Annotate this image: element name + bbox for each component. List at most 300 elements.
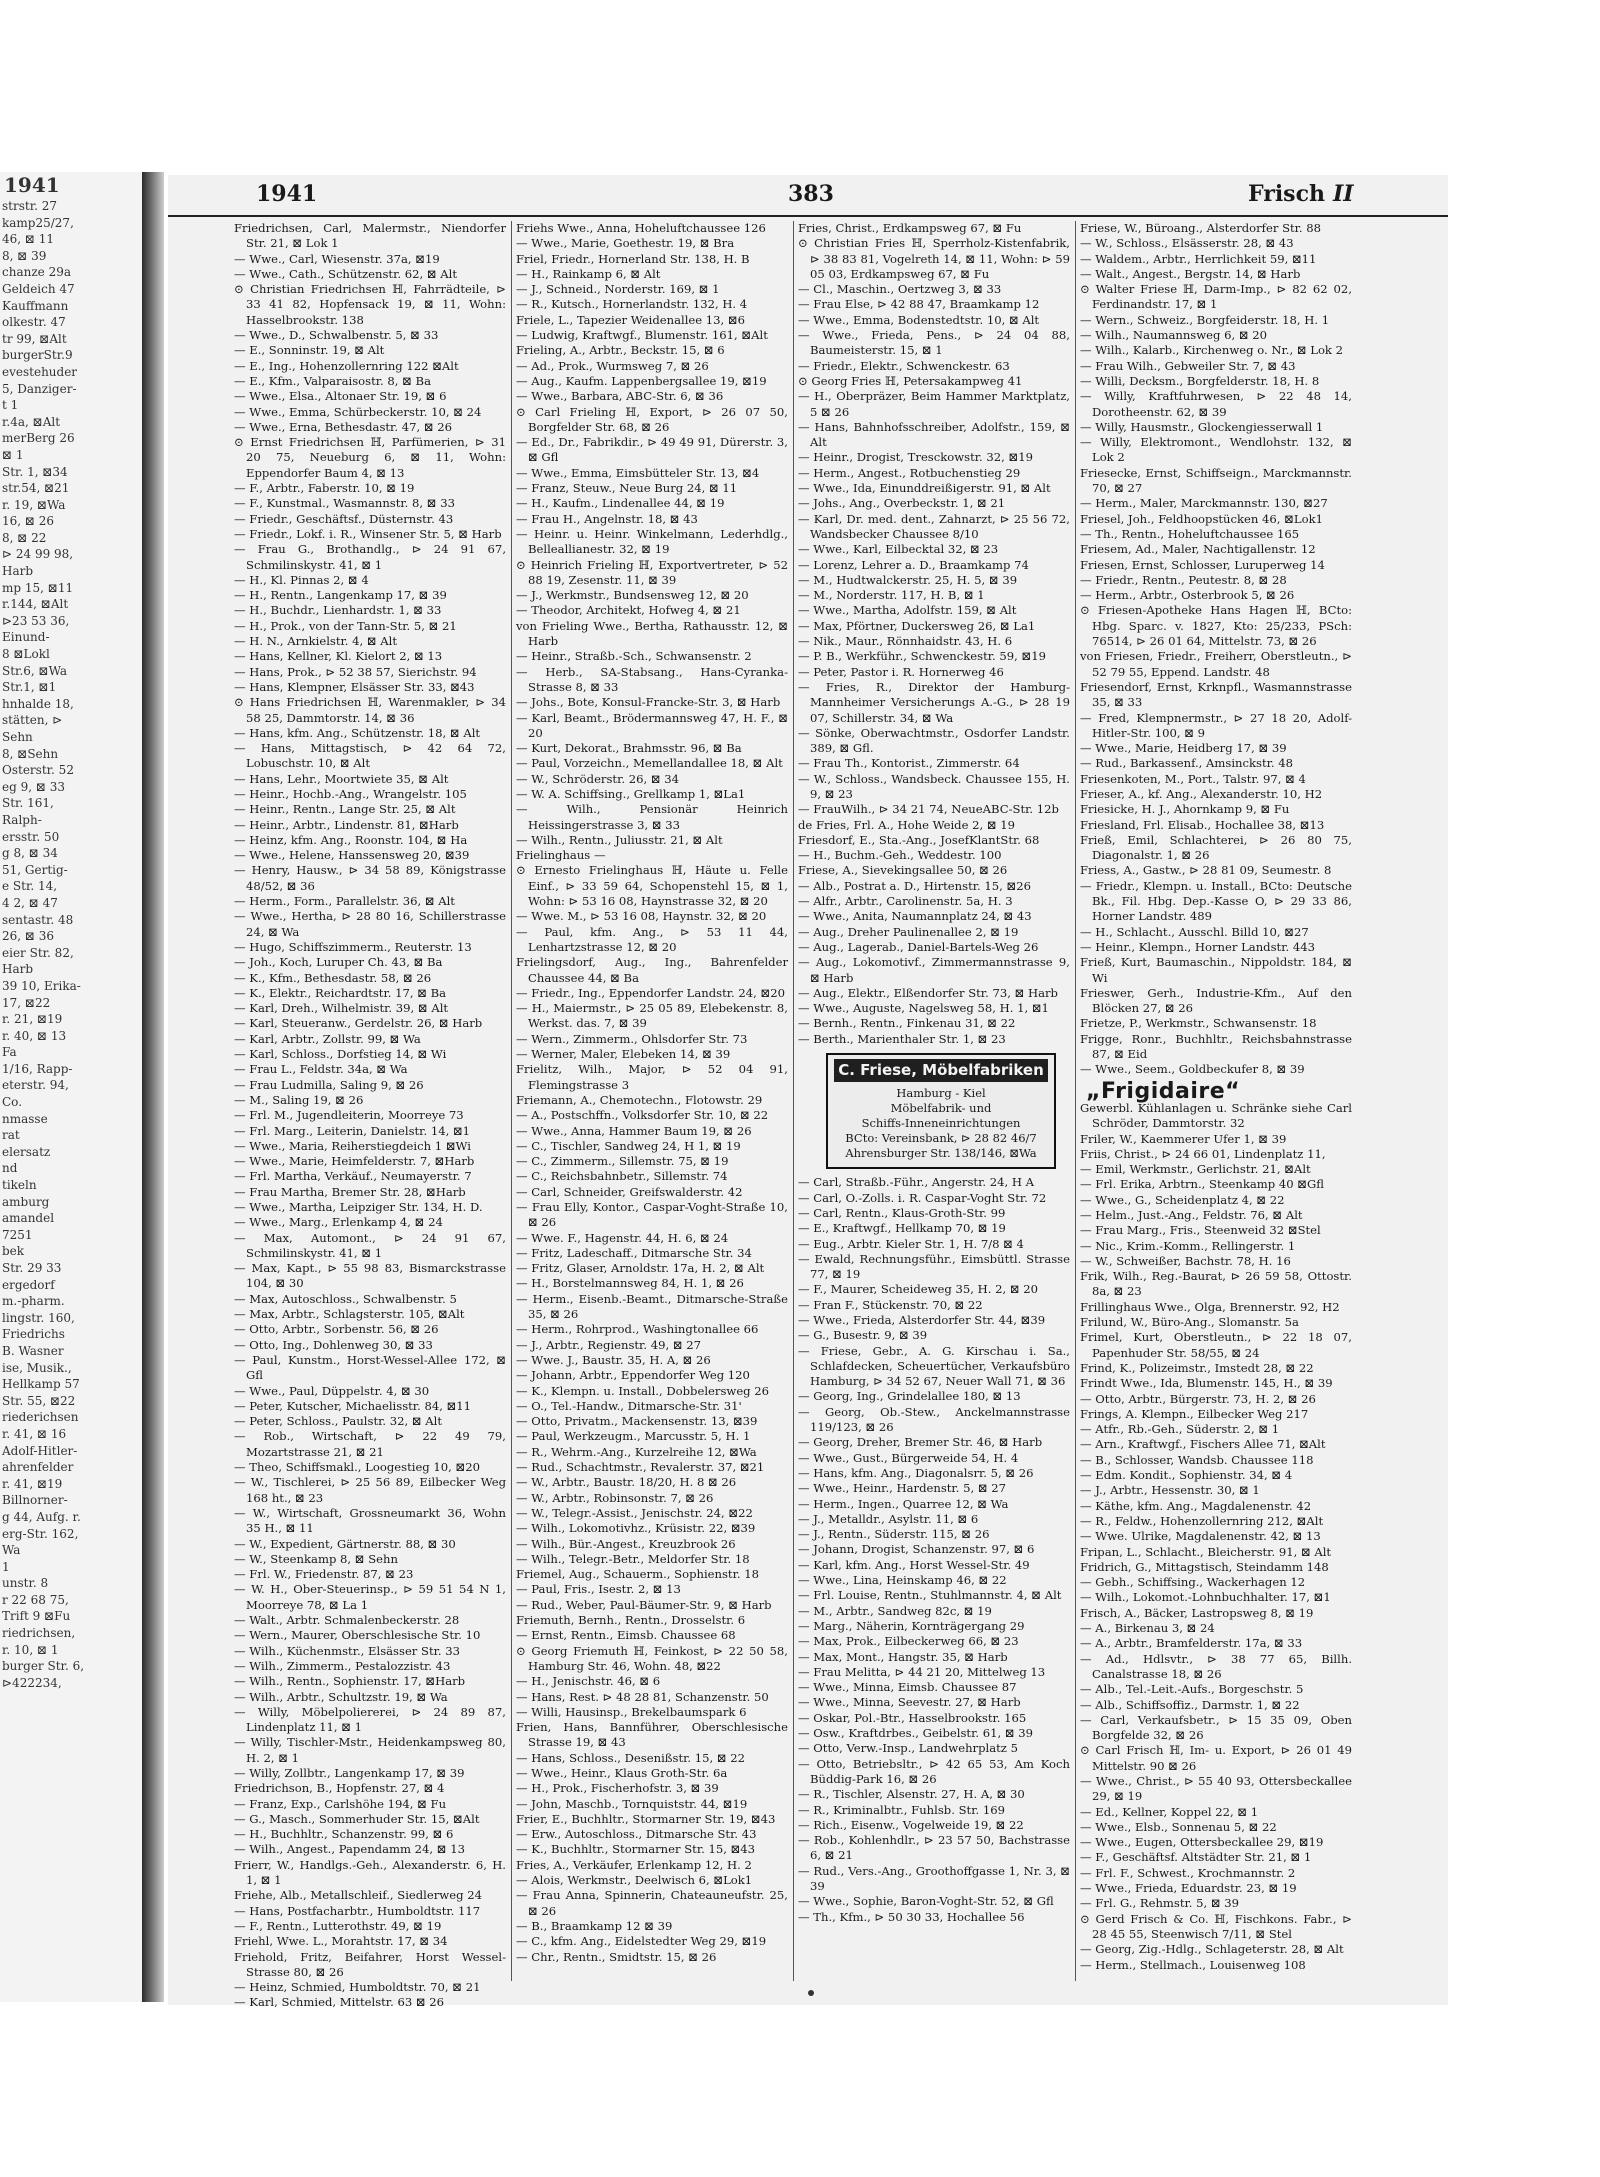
previous-page-line: 46, ⊠ 11: [2, 232, 55, 247]
directory-entry: — Franz, Exp., Carlshöhe 194, ⊠ Fu: [234, 1796, 447, 1811]
directory-entry: Frier, E., Buchhltr., Stormarner Str. 19, ⊠43: [516, 1811, 776, 1826]
directory-entry: — Th., Kfm., ⊳ 50 30 33, Hochallee 56: [798, 1909, 1025, 1924]
directory-entry: — M., Arbtr., Sandweg 82c, ⊠ 19: [798, 1603, 992, 1618]
previous-page-line: 5, Danziger-: [2, 381, 77, 396]
page-header: [168, 175, 1448, 217]
directory-entry: Frieser, A., kf. Ang., Alexanderstr. 10, H2: [1080, 786, 1323, 801]
directory-entry: — Max, Mont., Hangstr. 35, ⊠ Harb: [798, 1649, 1008, 1664]
directory-entry: — Wwe., Hertha, ⊳ 28 80 16, Schillerstrasse 24, ⊠ Wa: [234, 909, 506, 939]
previous-page-line: lingstr. 160,: [2, 1310, 75, 1325]
directory-entry: — H., Prok., Fischerhofstr. 3, ⊠ 39: [516, 1781, 719, 1796]
previous-page-line: Geldeich 47: [2, 281, 75, 296]
directory-entry: — Frl. Louise, Rentn., Stuhlmannstr. 4, ⊠ Alt: [798, 1588, 1062, 1603]
directory-entry: Frik, Wilh., Reg.-Baurat, ⊳ 26 59 58, Ottostr. 8a, ⊠ 23: [1080, 1269, 1352, 1299]
previous-page-line: merBerg 26: [2, 431, 75, 446]
directory-entry: — Frau H., Angelnstr. 18, ⊠ 43: [516, 511, 698, 526]
directory-entry: — Ludwig, Kraftwgf., Blumenstr. 161, ⊠Alt: [516, 328, 768, 343]
directory-entry: — Johann, Drogist, Schanzenstr. 97, ⊠ 6: [798, 1542, 1035, 1557]
previous-page-line: strstr. 27: [2, 199, 58, 213]
directory-entry: — Ad., Hdlsvtr., ⊳ 38 77 65, Billh. Canalstrasse 18, ⊠ 26: [1080, 1651, 1352, 1681]
directory-entry: — E., Ing., Hohenzollernring 122 ⊠Alt: [234, 358, 459, 373]
previous-page-line: g 8, ⊠ 34: [2, 846, 58, 861]
directory-entry: — Wwe., Emma, Schürbeckerstr. 10, ⊠ 24: [234, 404, 482, 419]
directory-entry: — Karl, Beamt., Brödermannsweg 47, H. F., ⊠ 20: [516, 710, 788, 740]
directory-entry: — Wwe., Heinr., Klaus Groth-Str. 6a: [516, 1765, 728, 1780]
previous-page-line: amburg: [2, 1194, 50, 1209]
directory-entry: — Otto, Arbtr., Sorbenstr. 56, ⊠ 26: [234, 1322, 439, 1337]
directory-entry: — W., Steenkamp 8, ⊠ Sehn: [234, 1551, 398, 1566]
section-label: II: [1333, 181, 1354, 207]
previous-page-line: 8 ⊠Lokl: [2, 647, 50, 662]
directory-entry: — John, Maschb., Tornquiststr. 44, ⊠19: [516, 1796, 748, 1811]
directory-entry: Friesendorf, Ernst, Krknpfl., Wasmannstrasse 35, ⊠ 33: [1080, 679, 1352, 710]
directory-entry: — Wwe., Anita, Naumannplatz 24, ⊠ 43: [798, 909, 1032, 924]
directory-entry: — Ed., Kellner, Koppel 22, ⊠ 1: [1080, 1804, 1259, 1819]
directory-entry: — Frl. Erika, Arbtrn., Steenkamp 40 ⊠Gfl: [1080, 1177, 1325, 1192]
directory-entry: — Johs., Bote, Konsul-Francke-Str. 3, ⊠ Harb: [516, 695, 781, 710]
directory-entry: — Otto, Arbtr., Bürgerstr. 73, H. 2, ⊠ 26: [1080, 1391, 1316, 1406]
directory-entry: — Peter, Kutscher, Michaelisstr. 84, ⊠11: [234, 1398, 472, 1413]
year-label: 1941: [256, 181, 318, 207]
ad-line: Möbelfabrik- und: [890, 1101, 992, 1116]
directory-entry: — Frau Wilh., Gebweiler Str. 7, ⊠ 43: [1080, 358, 1296, 373]
directory-entry: — Max, Pförtner, Duckersweg 26, ⊠ La1: [798, 618, 1036, 633]
directory-entry: — Wwe. M., ⊳ 53 16 08, Haynstr. 32, ⊠ 20: [516, 909, 767, 924]
book-gutter: [142, 172, 164, 2002]
previous-page-line: elersatz: [2, 1144, 51, 1159]
ad-line: Hamburg - Kiel: [896, 1086, 986, 1101]
directory-entry: — C., kfm. Ang., Eidelstedter Weg 29, ⊠19: [516, 1934, 767, 1949]
directory-entry: — Wwe. Ulrike, Magdalenenstr. 42, ⊠ 13: [1080, 1529, 1321, 1544]
directory-entry: Frillinghaus Wwe., Olga, Brennerstr. 92, H2: [1080, 1299, 1340, 1314]
directory-entry: — Wern., Zimmerm., Ohlsdorfer Str. 73: [516, 1031, 748, 1046]
directory-entry: — Aug., Lagerab., Daniel-Bartels-Weg 26: [798, 939, 1039, 954]
directory-entry: von Frieling Wwe., Bertha, Rathausstr. 12, ⊠ Harb: [516, 618, 788, 649]
previous-page-line: olkestr. 47: [2, 315, 66, 330]
previous-page-line: Harb: [2, 564, 34, 579]
directory-entry: — W., Schweißer, Bachstr. 78, H. 16: [1080, 1253, 1291, 1268]
directory-entry: — Karl, kfm. Ang., Horst Wessel-Str. 49: [798, 1557, 1030, 1572]
column-rule: [1075, 221, 1076, 1981]
directory-entry: Frieling, A., Arbtr., Beckstr. 15, ⊠ 6: [516, 343, 725, 358]
directory-entry: — E., Sonninstr. 19, ⊠ Alt: [234, 343, 385, 358]
directory-entry: — A., Birkenau 3, ⊠ 24: [1080, 1621, 1215, 1636]
directory-entry: — H. N., Arnkielstr. 4, ⊠ Alt: [234, 634, 398, 649]
directory-entry: — Hans, Prok., ⊳ 52 38 57, Sierichstr. 94: [234, 664, 477, 679]
directory-entry: — Edm. Kondit., Sophienstr. 34, ⊠ 4: [1080, 1468, 1293, 1483]
frigidaire-heading: „Frigidaire“: [1086, 1078, 1241, 1104]
directory-entry: — Heinr. u. Heinr. Winkelmann, Lederhdlg., Belleallianestr. 32, ⊠ 19: [516, 526, 788, 557]
directory-entry: — Wwe., Frieda, Eduardstr. 23, ⊠ 19: [1080, 1881, 1297, 1896]
directory-entry: Friesdorf, E., Sta.-Ang., JosefKlantStr. 68: [798, 832, 1040, 847]
directory-entry: Friese, W., Büroang., Alsterdorfer Str. 88: [1080, 221, 1322, 235]
previous-page-sliver: [0, 172, 142, 2002]
directory-entry: — Frl. Marg., Leiterin, Danielstr. 14, ⊠1: [234, 1123, 471, 1138]
previous-page-line: r.144, ⊠Alt: [2, 597, 69, 612]
directory-entry: — H., Buchhltr., Schanzenstr. 99, ⊠ 6: [234, 1827, 454, 1842]
previous-page-line: riedrichsen,: [2, 1626, 76, 1641]
previous-page-line: Trift 9 ⊠Fu: [2, 1609, 71, 1624]
directory-entry: — H., Prok., von der Tann-Str. 5, ⊠ 21: [234, 618, 457, 633]
directory-entry: — Wilh., Zimmerm., Pestalozzistr. 43: [234, 1658, 451, 1673]
directory-entry: — Max, Automont., ⊳ 24 91 67, Schmilinskystr. 41, ⊠ 1: [234, 1230, 506, 1260]
previous-page-line: ise, Musik.,: [2, 1360, 72, 1375]
previous-page-line: r. 21, ⊠19: [2, 1012, 63, 1027]
previous-page-line: tikeln: [2, 1178, 37, 1193]
previous-page-line: t 1: [2, 398, 19, 413]
directory-entry: Friemann, A., Chemotechn., Flotowstr. 29: [516, 1092, 763, 1107]
directory-entry: Frierr, W., Handlgs.-Geh., Alexanderstr. 6, H. 1, ⊠ 1: [234, 1857, 506, 1888]
directory-entry: — Wilh., Angest., Papendamm 24, ⊠ 13: [234, 1842, 465, 1857]
previous-page-line: evestehuder: [2, 364, 78, 379]
directory-entry: — K., Klempn. u. Install., Dobbelersweg 26: [516, 1383, 770, 1398]
directory-entry: ⊙ Heinrich Frieling ℍ, Exportvertreter, ⊳ 52 88 19, Zesenstr. 11, ⊠ 39: [516, 557, 788, 587]
directory-entry: — Carl, Straßb.-Führ., Angerstr. 24, H A: [798, 1175, 1035, 1190]
directory-entry: — Wwe., Barbara, ABC-Str. 6, ⊠ 36: [516, 389, 724, 404]
directory-entry: — W., Expedient, Gärtnerstr. 88, ⊠ 30: [234, 1536, 456, 1551]
previous-page-line: 1: [2, 1559, 10, 1574]
directory-entry: — Friedr., Elektr., Schwenckestr. 63: [798, 358, 1010, 373]
page-mark-dot: [808, 1990, 814, 1996]
directory-entry: — Ernst, Rentn., Eimsb. Chaussee 68: [516, 1628, 736, 1643]
directory-entry: — Peter, Schloss., Paulstr. 32, ⊠ Alt: [234, 1414, 443, 1429]
directory-entry: — Wilh., Rentn., Sophienstr. 17, ⊠Harb: [234, 1674, 466, 1689]
previous-page-line: m.-pharm.: [2, 1294, 65, 1309]
directory-entry: Frien, Hans, Bannführer, Oberschlesische Strasse 19, ⊠ 43: [516, 1720, 788, 1750]
directory-entry: ⊙ Hans Friedrichsen ℍ, Warenmakler, ⊳ 34 58 25, Dammtorstr. 14, ⊠ 36: [234, 695, 506, 725]
directory-entry: — Wern., Maurer, Oberschlesische Str. 10: [234, 1628, 481, 1643]
directory-entry: — Aug., Lokomotivf., Zimmermannstrasse 9, ⊠ Harb: [798, 955, 1070, 985]
directory-entry: — Frau Marg., Fris., Steenweid 32 ⊠Stel: [1080, 1223, 1321, 1238]
directory-entry: — Atfr., Rb.-Geh., Süderstr. 2, ⊠ 1: [1080, 1422, 1280, 1437]
directory-entry: — W., Arbtr., Robinsonstr. 7, ⊠ 26: [516, 1490, 714, 1505]
directory-entry: — F., Geschäftsf. Altstädter Str. 21, ⊠ 1: [1080, 1850, 1312, 1865]
running-head: Frisch: [1248, 181, 1325, 207]
directory-entry: ⊙ Gerd Frisch & Co. ℍ, Fischkons. Fabr., ⊳ 28 45 55, Steenwisch 7/11, ⊠ Stel: [1080, 1911, 1352, 1941]
directory-entry: — O., Tel.-Handw., Ditmarsche-Str. 31': [516, 1398, 742, 1413]
directory-entry: — W. H., Ober-Steuerinsp., ⊳ 59 51 54 N 1, Moorreye 78, ⊠ La 1: [234, 1582, 506, 1612]
directory-entry: — Otto, Verw.-Insp., Landwehrplatz 5: [798, 1741, 1018, 1756]
directory-entry: — A., Postschffn., Volksdorfer Str. 10, ⊠ 22: [516, 1108, 769, 1123]
directory-entry: Friehold, Fritz, Beifahrer, Horst Wessel-Strasse 80, ⊠ 26: [234, 1949, 506, 1979]
previous-page-line: amandel: [2, 1211, 55, 1226]
directory-entry: — Friedr., Geschäftsf., Düsternstr. 43: [234, 511, 454, 526]
friese-furniture-ad: [826, 1053, 1056, 1169]
directory-entry: — Paul, Werkzeugm., Marcusstr. 5, H. 1: [516, 1429, 751, 1444]
directory-entry: Frielinghaus —: [516, 848, 606, 863]
directory-entry: — M., Hudtwalckerstr. 25, H. 5, ⊠ 39: [798, 572, 1018, 587]
directory-entry: — R., Feldw., Hohenzollernring 212, ⊠Alt: [1080, 1513, 1324, 1528]
directory-entry: — Friedr., Lokf. i. R., Winsener Str. 5, ⊠ Harb: [234, 526, 502, 541]
previous-page-line: kamp25/27,: [2, 215, 74, 230]
directory-entry: Fries, Christ., Erdkampsweg 67, ⊠ Fu: [798, 221, 1022, 235]
directory-entry: — Wwe., Eugen, Ottersbeckallee 29, ⊠19: [1080, 1835, 1324, 1850]
previous-page-line: chanze 29a: [2, 265, 71, 280]
directory-entry: — J., Arbtr., Hessenstr. 30, ⊠ 1: [1080, 1483, 1260, 1498]
previous-page-line: 16, ⊠ 26: [2, 514, 55, 529]
directory-entry: — Willi, Hausinsp., Brekelbaumspark 6: [516, 1704, 747, 1719]
previous-page-year: 1941: [4, 173, 60, 197]
previous-page-line: 51, Gertig-: [2, 862, 68, 877]
directory-entry: — Wwe., G., Scheidenplatz 4, ⊠ 22: [1080, 1192, 1285, 1207]
directory-entry: — Carl, Schneider, Greifswalderstr. 42: [516, 1184, 743, 1199]
previous-page-line: 7251: [2, 1227, 33, 1242]
directory-entry: Frieswer, Gerh., Industrie-Kfm., Auf den Blöcken 27, ⊠ 26: [1080, 985, 1352, 1016]
directory-entry: Friess, A., Gastw., ⊳ 28 81 09, Seumestr. 8: [1080, 863, 1332, 878]
directory-entry: — Wwe., Carl, Wiesenstr. 37a, ⊠19: [234, 251, 440, 266]
directory-entry: Friesel, Joh., Feldhoopstücken 46, ⊠Lok1: [1080, 511, 1323, 526]
directory-entry: — Carl, Verkaufsbetr., ⊳ 15 35 09, Oben Borgfelde 32, ⊠ 26: [1080, 1712, 1352, 1743]
previous-page-line: Str.6, ⊠Wa: [2, 663, 68, 678]
directory-entry: — Karl, Dreh., Wilhelmistr. 39, ⊠ Alt: [234, 1001, 449, 1016]
directory-entry: Friesen, Ernst, Schlosser, Luruperweg 14: [1080, 557, 1325, 572]
directory-entry: — Wwe., D., Schwalbenstr. 5, ⊠ 33: [234, 328, 439, 343]
previous-page-line: ⊳23 53 36,: [2, 613, 70, 628]
directory-entry: — Joh., Koch, Luruper Ch. 43, ⊠ Ba: [234, 955, 443, 970]
directory-entry: de Fries, Frl. A., Hohe Weide 2, ⊠ 19: [798, 817, 1016, 832]
directory-entry: — Georg, Ob.-Stew., Anckelmannstrasse 119/123, ⊠ 26: [798, 1404, 1070, 1435]
directory-entry: — Ed., Dr., Fabrikdir., ⊳ 49 49 91, Dürerstr. 3, ⊠ Gfl: [516, 435, 788, 465]
previous-page-line: 26, ⊠ 36: [2, 929, 55, 944]
directory-entry: — Hans, Schloss., Desenißstr. 15, ⊠ 22: [516, 1750, 746, 1765]
previous-page-line: tr 99, ⊠Alt: [2, 331, 67, 346]
directory-entry: — Heinr., Rentn., Lange Str. 25, ⊠ Alt: [234, 802, 456, 817]
directory-entry: — Otto, Ing., Dohlenweg 30, ⊠ 33: [234, 1337, 433, 1352]
directory-entry: — Wwe., Anna, Hammer Baum 19, ⊠ 26: [516, 1123, 752, 1138]
directory-entry: — Frau G., Brothandlg., ⊳ 24 91 67, Schmilinskystr. 41, ⊠ 1: [234, 542, 506, 572]
directory-entry: — Werner, Maler, Elebeken 14, ⊠ 39: [516, 1047, 731, 1062]
previous-page-line: Harb: [2, 962, 34, 977]
directory-entry: — Arn., Kraftwgf., Fischers Allee 71, ⊠Alt: [1080, 1437, 1326, 1452]
directory-entry: — Georg, Zig.-Hdlg., Schlageterstr. 28, ⊠ Alt: [1080, 1942, 1344, 1957]
directory-entry: — Wwe., Erna, Bethesdastr. 47, ⊠ 26: [234, 419, 452, 434]
previous-page-line: hnhalde 18,: [2, 696, 74, 711]
directory-entry: — Frl. Martha, Verkäuf., Neumayerstr. 7: [234, 1169, 472, 1184]
directory-entry: Frietze, P., Werkmstr., Schwansenstr. 18: [1080, 1016, 1317, 1031]
directory-entry: — Friedr., Klempn. u. Install., BCto: Deutsche Bk., Fil. Hbg. Dep.-Kasse O, ⊳ 29 33 86, Horner Landstr. 489: [1080, 878, 1352, 924]
directory-entry: — Herm., Maler, Marckmannstr. 130, ⊠27: [1080, 496, 1328, 511]
previous-page-line: rat: [2, 1128, 20, 1143]
previous-page-line: str.54, ⊠21: [2, 481, 70, 496]
previous-page-line: r 22 68 75,: [2, 1592, 69, 1607]
directory-entry: — Wilh., Lokomot.-Lohnbuchhalter. 17, ⊠1: [1080, 1590, 1331, 1605]
directory-entry: — Berth., Marienthaler Str. 1, ⊠ 23: [798, 1031, 1006, 1046]
previous-page-line: Ralph-: [2, 812, 42, 827]
directory-entry: — Willy, Möbelpoliererei, ⊳ 24 89 87, Lindenplatz 11, ⊠ 1: [234, 1704, 506, 1735]
directory-entry: — F., Rentn., Lutterothstr. 49, ⊠ 19: [234, 1918, 442, 1933]
directory-entry: — H., Rentn., Langenkamp 17, ⊠ 39: [234, 588, 447, 603]
directory-entry: Frimel, Kurt, Oberstleutn., ⊳ 22 18 07, Papenhuder Str. 58/55, ⊠ 24: [1080, 1330, 1352, 1360]
directory-entry: — Hans, Klempner, Elsässer Str. 33, ⊠43: [234, 679, 475, 694]
previous-page-line: Str.1, ⊠1: [2, 680, 57, 695]
directory-entry: — Rud., Vers.-Ang., Groothoffgasse 1, Nr. 3, ⊠ 39: [798, 1863, 1070, 1893]
directory-entry: — J., Rentn., Süderstr. 115, ⊠ 26: [798, 1527, 990, 1542]
directory-entry: — Alb., Tel.-Leit.-Aufs., Borgeschstr. 5: [1080, 1682, 1304, 1697]
directory-entry: — Wwe., Lina, Heinskamp 46, ⊠ 22: [798, 1573, 1007, 1588]
previous-page-line: unstr. 8: [2, 1576, 49, 1591]
directory-entry: — K., Elektr., Reichardtstr. 17, ⊠ Ba: [234, 985, 447, 1000]
directory-entry: — H., Buchm.-Geh., Weddestr. 100: [798, 848, 1002, 863]
ad-line: BCto: Vereinsbank, ⊳ 28 82 46/7: [845, 1131, 1037, 1146]
directory-entry: Friele, L., Tapezier Weidenallee 13, ⊠6: [516, 312, 746, 327]
ad-title: C. Friese, Möbelfabriken: [834, 1059, 1048, 1082]
previous-page-line: Billnorner-: [2, 1493, 68, 1508]
directory-entry: Fridrich, G., Mittagstisch, Steindamm 148: [1080, 1559, 1329, 1574]
directory-entry: — Otto, Privatm., Mackensenstr. 13, ⊠39: [516, 1414, 758, 1429]
directory-entry: — W., Schloss., Wandsbeck. Chaussee 155, H. 9, ⊠ 23: [798, 771, 1070, 801]
previous-page-line: ersstr. 50: [2, 829, 60, 844]
previous-page-line: eier Str. 82,: [2, 945, 74, 960]
directory-entry: — Sönke, Oberwachtmstr., Osdorfer Landstr. 389, ⊠ Gfl.: [798, 725, 1070, 756]
previous-page-line: mp 15, ⊠11: [2, 580, 74, 595]
directory-entry: — Theodor, Architekt, Hofweg 4, ⊠ 21: [516, 603, 741, 618]
directory-entry: — Heinr., Hochb.-Ang., Wrangelstr. 105: [234, 786, 467, 801]
directory-entry: — H., Kaufm., Lindenallee 44, ⊠ 19: [516, 496, 725, 511]
previous-page-line: 39 10, Erika-: [2, 978, 81, 993]
directory-entry: Frigge, Ronr., Buchhltr., Reichsbahnstrasse 87, ⊠ Eid: [1080, 1031, 1352, 1062]
directory-entry: — H., Buchdr., Lienhardstr. 1, ⊠ 33: [234, 603, 442, 618]
directory-entry: — Wwe., Marg., Erlenkamp 4, ⊠ 24: [234, 1215, 443, 1230]
directory-entry: — Käthe, kfm. Ang., Magdalenenstr. 42: [1080, 1498, 1312, 1513]
directory-entry: — Rud., Schachtmstr., Revalerstr. 37, ⊠21: [516, 1460, 765, 1475]
directory-entry: — R., Kriminalbtr., Fuhlsb. Str. 169: [798, 1802, 1005, 1817]
directory-entry: — Wwe., Minna, Eimsb. Chaussee 87: [798, 1680, 1017, 1695]
directory-entry: — Wwe., Frieda, Alsterdorfer Str. 44, ⊠39: [798, 1313, 1046, 1327]
directory-entry: — Helm., Just.-Ang., Feldstr. 76, ⊠ Alt: [1080, 1208, 1303, 1222]
directory-entry: — Wwe., Elsa., Altonaer Str. 19, ⊠ 6: [234, 389, 447, 404]
directory-entry: — Henry, Hausw., ⊳ 34 58 89, Königstrasse 48/52, ⊠ 36: [234, 863, 506, 893]
previous-page-line: r. 19, ⊠Wa: [2, 497, 66, 512]
directory-entry: — Wilh., Kalarb., Kirchenweg o. Nr., ⊠ Lok 2: [1080, 343, 1344, 358]
directory-entry: — Hans, Bahnhofsschreiber, Adolfstr., 159, ⊠ Alt: [798, 419, 1070, 450]
directory-entry: Friedrichsen, Carl, Malermstr., Niendorfer Str. 21, ⊠ Lok 1: [234, 221, 506, 251]
directory-entry: — Peter, Pastor i. R. Hornerweg 46: [798, 664, 1004, 679]
directory-entry: von Friesen, Friedr., Freiherr, Oberstleutn., ⊳ 52 79 55, Eppend. Landstr. 48: [1080, 649, 1352, 679]
previous-page-line: nd: [2, 1161, 18, 1176]
directory-entry: — W. A. Schiffsing., Grellkamp 1, ⊠La1: [516, 786, 746, 801]
previous-page-line: Kauffmann: [2, 298, 69, 313]
directory-entry: — A., Arbtr., Bramfelderstr. 17a, ⊠ 33: [1080, 1636, 1303, 1651]
directory-entry: — Wilh., Lokomotivhz., Krüsistr. 22, ⊠39: [516, 1521, 756, 1536]
directory-entry: Friehe, Alb., Metallschleif., Siedlerweg 24: [234, 1888, 482, 1903]
directory-entry: — Wwe., Cath., Schützenstr. 62, ⊠ Alt: [234, 266, 457, 281]
directory-entry: Friemel, Aug., Schauerm., Sophienstr. 18: [516, 1567, 759, 1582]
directory-entry: — Friese, Gebr., A. G. Kirschau i. Sa., Schlafdecken, Scheuertücher, Verkaufsbüro Hamburg, ⊳ 34 52 67, Neuer Wall 71, ⊠ 36: [798, 1343, 1070, 1389]
directory-entry: — J., Schneid., Norderstr. 169, ⊠ 1: [516, 282, 720, 297]
directory-entry: ⊙ Christian Friedrichsen ℍ, Fahrrädteile, ⊳ 33 41 82, Hopfensack 19, ⊠ 11, Wohn: Hasselbrookstr. 138: [234, 282, 506, 327]
directory-entry: — Otto, Betriebsltr., ⊳ 42 65 53, Am Koch Büddig-Park 16, ⊠ 26: [798, 1756, 1070, 1786]
directory-entry: — Herm., Eisenb.-Beamt., Ditmarsche-Straße 35, ⊠ 26: [516, 1291, 788, 1322]
directory-entry: — Bernh., Rentn., Finkenau 31, ⊠ 22: [798, 1016, 1016, 1031]
directory-entry: — Frau Melitta, ⊳ 44 21 20, Mittelweg 13: [798, 1664, 1046, 1679]
previous-page-line: 17, ⊠22: [2, 995, 51, 1010]
directory-entry: — Wwe., Marie, Goethestr. 19, ⊠ Bra: [516, 236, 735, 251]
directory-entry: — Frau Anna, Spinnerin, Chateauneufstr. 25, ⊠ 26: [516, 1888, 788, 1918]
directory-entry: ⊙ Georg Friemuth ℍ, Feinkost, ⊳ 22 50 58, Hamburg Str. 46, Wohn. 48, ⊠22: [516, 1643, 788, 1673]
directory-entry: — H., Rainkamp 6, ⊠ Alt: [516, 266, 661, 281]
directory-entry: — Frl. M., Jugendleiterin, Moorreye 73: [234, 1108, 464, 1123]
directory-entry: — Wwe., Sophie, Baron-Voght-Str. 52, ⊠ Gfl: [798, 1894, 1054, 1909]
directory-entry: — Heinr., Arbtr., Lindenstr. 81, ⊠Harb: [234, 817, 459, 832]
directory-entry: — H., Borstelmannsweg 84, H. 1, ⊠ 26: [516, 1276, 744, 1291]
directory-entry: ⊙ Friesen-Apotheke Hans Hagen ℍ, BCto: Hbg. Sparc. v. 1827, Kto: 25/233, PSch: 76514, ⊳ 26 01 64, Mittelstr. 73, ⊠ 26: [1080, 603, 1352, 649]
directory-entry: — Friedr., Rentn., Peutestr. 8, ⊠ 28: [1080, 572, 1287, 587]
directory-entry: Friesicke, H. J., Ahornkamp 9, ⊠ Fu: [1080, 802, 1290, 817]
directory-entry: — Paul, Vorzeichn., Memellandallee 18, ⊠ Alt: [516, 756, 783, 771]
column-3: [798, 221, 1070, 1981]
directory-entry: — Osw., Kraftdrbes., Geibelstr. 61, ⊠ 39: [798, 1726, 1033, 1741]
directory-entry: — Wwe., Maria, Reiherstiegdeich 1 ⊠Wi: [234, 1138, 471, 1153]
previous-page-line: 4 2, ⊠ 47: [2, 895, 58, 910]
directory-entry: — Hans, Mittagstisch, ⊳ 42 64 72, Lobuschstr. 10, ⊠ Alt: [234, 741, 506, 771]
directory-entry: Friis, Christ., ⊳ 24 66 01, Lindenplatz 11,: [1080, 1146, 1326, 1161]
directory-entry: — Wwe., Gust., Bürgerweide 54, H. 4: [798, 1450, 1019, 1465]
directory-entry: — Willy, Elektromont., Wendlohstr. 132, ⊠ Lok 2: [1080, 435, 1352, 465]
directory-entry: — Wwe., Marie, Heimfelderstr. 7, ⊠Harb: [234, 1154, 475, 1169]
directory-entry: — Paul, Fris., Isestr. 2, ⊠ 13: [516, 1582, 681, 1597]
directory-entry: — Wwe., Minna, Seevestr. 27, ⊠ Harb: [798, 1695, 1021, 1710]
directory-entry: — Walt., Arbtr. Schmalenbeckerstr. 28: [234, 1613, 460, 1628]
directory-entry: — W., Arbtr., Baustr. 18/20, H. 8 ⊠ 26: [516, 1475, 737, 1490]
directory-entry: — Rud., Weber, Paul-Bäumer-Str. 9, ⊠ Harb: [516, 1597, 772, 1612]
column-rule: [793, 221, 794, 1981]
directory-entry: — Alfr., Arbtr., Carolinenstr. 5a, H. 3: [798, 894, 1013, 909]
directory-entry: — Heinz, Schmied, Humboldtstr. 70, ⊠ 21: [234, 1980, 481, 1995]
previous-page-line: Sehn: [2, 730, 33, 744]
directory-entry: Frings, A. Klempn., Eilbecker Weg 217: [1080, 1406, 1309, 1421]
directory-entry: — Wwe., Martha, Leipziger Str. 134, H. D.: [234, 1200, 483, 1214]
previous-page-line: stätten, ⊳: [2, 713, 63, 728]
previous-page-line: eg 9, ⊠ 33: [2, 779, 65, 794]
directory-entry: — Hugo, Schiffszimmerm., Reuterstr. 13: [234, 939, 472, 954]
directory-entry: — FrauWilh., ⊳ 34 21 74, NeueABC-Str. 12b: [798, 802, 1059, 817]
directory-entry: — Wwe., Christ., ⊳ 55 40 93, Ottersbeckallee 29, ⊠ 19: [1080, 1773, 1352, 1804]
directory-entry: — E., Kraftwgf., Hellkamp 70, ⊠ 19: [798, 1221, 1006, 1236]
directory-entry: — Friedr., Ing., Eppendorfer Landstr. 24, ⊠20: [516, 985, 785, 1000]
directory-entry: — C., Reichsbahnbetr., Sillemstr. 74: [516, 1169, 728, 1184]
directory-entry: — Karl, Arbtr., Zollstr. 99, ⊠ Wa: [234, 1031, 421, 1046]
directory-entry: — Herm., Arbtr., Osterbrook 5, ⊠ 26: [1080, 588, 1295, 603]
directory-entry: — Herm., Rohrprod., Washingtonallee 66: [516, 1322, 759, 1337]
previous-page-line: burger Str. 6,: [2, 1659, 85, 1674]
directory-entry: ⊙ Walter Friese ℍ, Darm-Imp., ⊳ 82 62 02, Ferdinandstr. 17, ⊠ 1: [1080, 282, 1352, 312]
directory-entry: — Herm., Angest., Rotbuchenstieg 29: [798, 465, 1021, 480]
directory-entry: Frilund, W., Büro-Ang., Slomanstr. 5a: [1080, 1315, 1299, 1330]
directory-entry: — Wilh., Telegr.-Betr., Meldorfer Str. 18: [516, 1551, 750, 1566]
directory-entry: Gewerbl. Kühlanlagen u. Schränke siehe Carl Schröder, Dammtorstr. 32: [1080, 1100, 1352, 1131]
directory-entry: — Hans, Rest. ⊳ 48 28 81, Schanzenstr. 50: [516, 1689, 769, 1704]
directory-entry: ⊙ Christian Fries ℍ, Sperrholz-Kistenfabrik, ⊳ 38 83 81, Vogelreth 14, ⊠ 11, Wohn: ⊳ 59 05 03, Erdkampsweg 67, ⊠ Fu: [798, 236, 1070, 281]
directory-entry: ⊙ Carl Frieling ℍ, Export, ⊳ 26 07 50, Borgfelder Str. 68, ⊠ 26: [516, 404, 788, 434]
directory-entry: — W., Schloss., Elsässerstr. 28, ⊠ 43: [1080, 236, 1294, 251]
previous-page-line: erg-Str. 162,: [2, 1526, 79, 1541]
directory-entry: — Chr., Rentn., Smidtstr. 15, ⊠ 26: [516, 1949, 717, 1964]
directory-entry: — Waldem., Arbtr., Herrlichkeit 59, ⊠11: [1080, 251, 1317, 266]
previous-page-line: r.4a, ⊠Alt: [2, 414, 61, 429]
directory-entry: — Heinr., Drogist, Tresckowstr. 32, ⊠19: [798, 450, 1034, 465]
directory-entry: — Wwe., Auguste, Nagelsweg 58, H. 1, ⊠1: [798, 1001, 1049, 1016]
directory-entry: — H., Kl. Pinnas 2, ⊠ 4: [234, 572, 369, 587]
directory-entry: — H., Jenischstr. 46, ⊠ 6: [516, 1674, 661, 1689]
previous-page-line: Str. 29 33: [2, 1261, 62, 1275]
directory-page: [168, 175, 1448, 2010]
directory-entry: — Franz, Steuw., Neue Burg 24, ⊠ 11: [516, 481, 738, 496]
directory-entry: ⊙ Ernesto Frielinghaus ℍ, Häute u. Felle Einf., ⊳ 33 59 64, Schopenstehl 15, ⊠ 1, Wohn: ⊳ 53 16 08, Haynstrasse 32, ⊠ 20: [516, 863, 788, 909]
directory-entry: — E., Kfm., Valparaisostr. 8, ⊠ Ba: [234, 373, 431, 388]
directory-entry: — Heinr., Straßb.-Sch., Schwansenstr. 2: [516, 649, 752, 664]
previous-page-line: r. 41, ⊠ 16: [2, 1426, 67, 1441]
directory-entry: — H., Schlacht., Ausschl. Billd 10, ⊠27: [1080, 924, 1309, 939]
